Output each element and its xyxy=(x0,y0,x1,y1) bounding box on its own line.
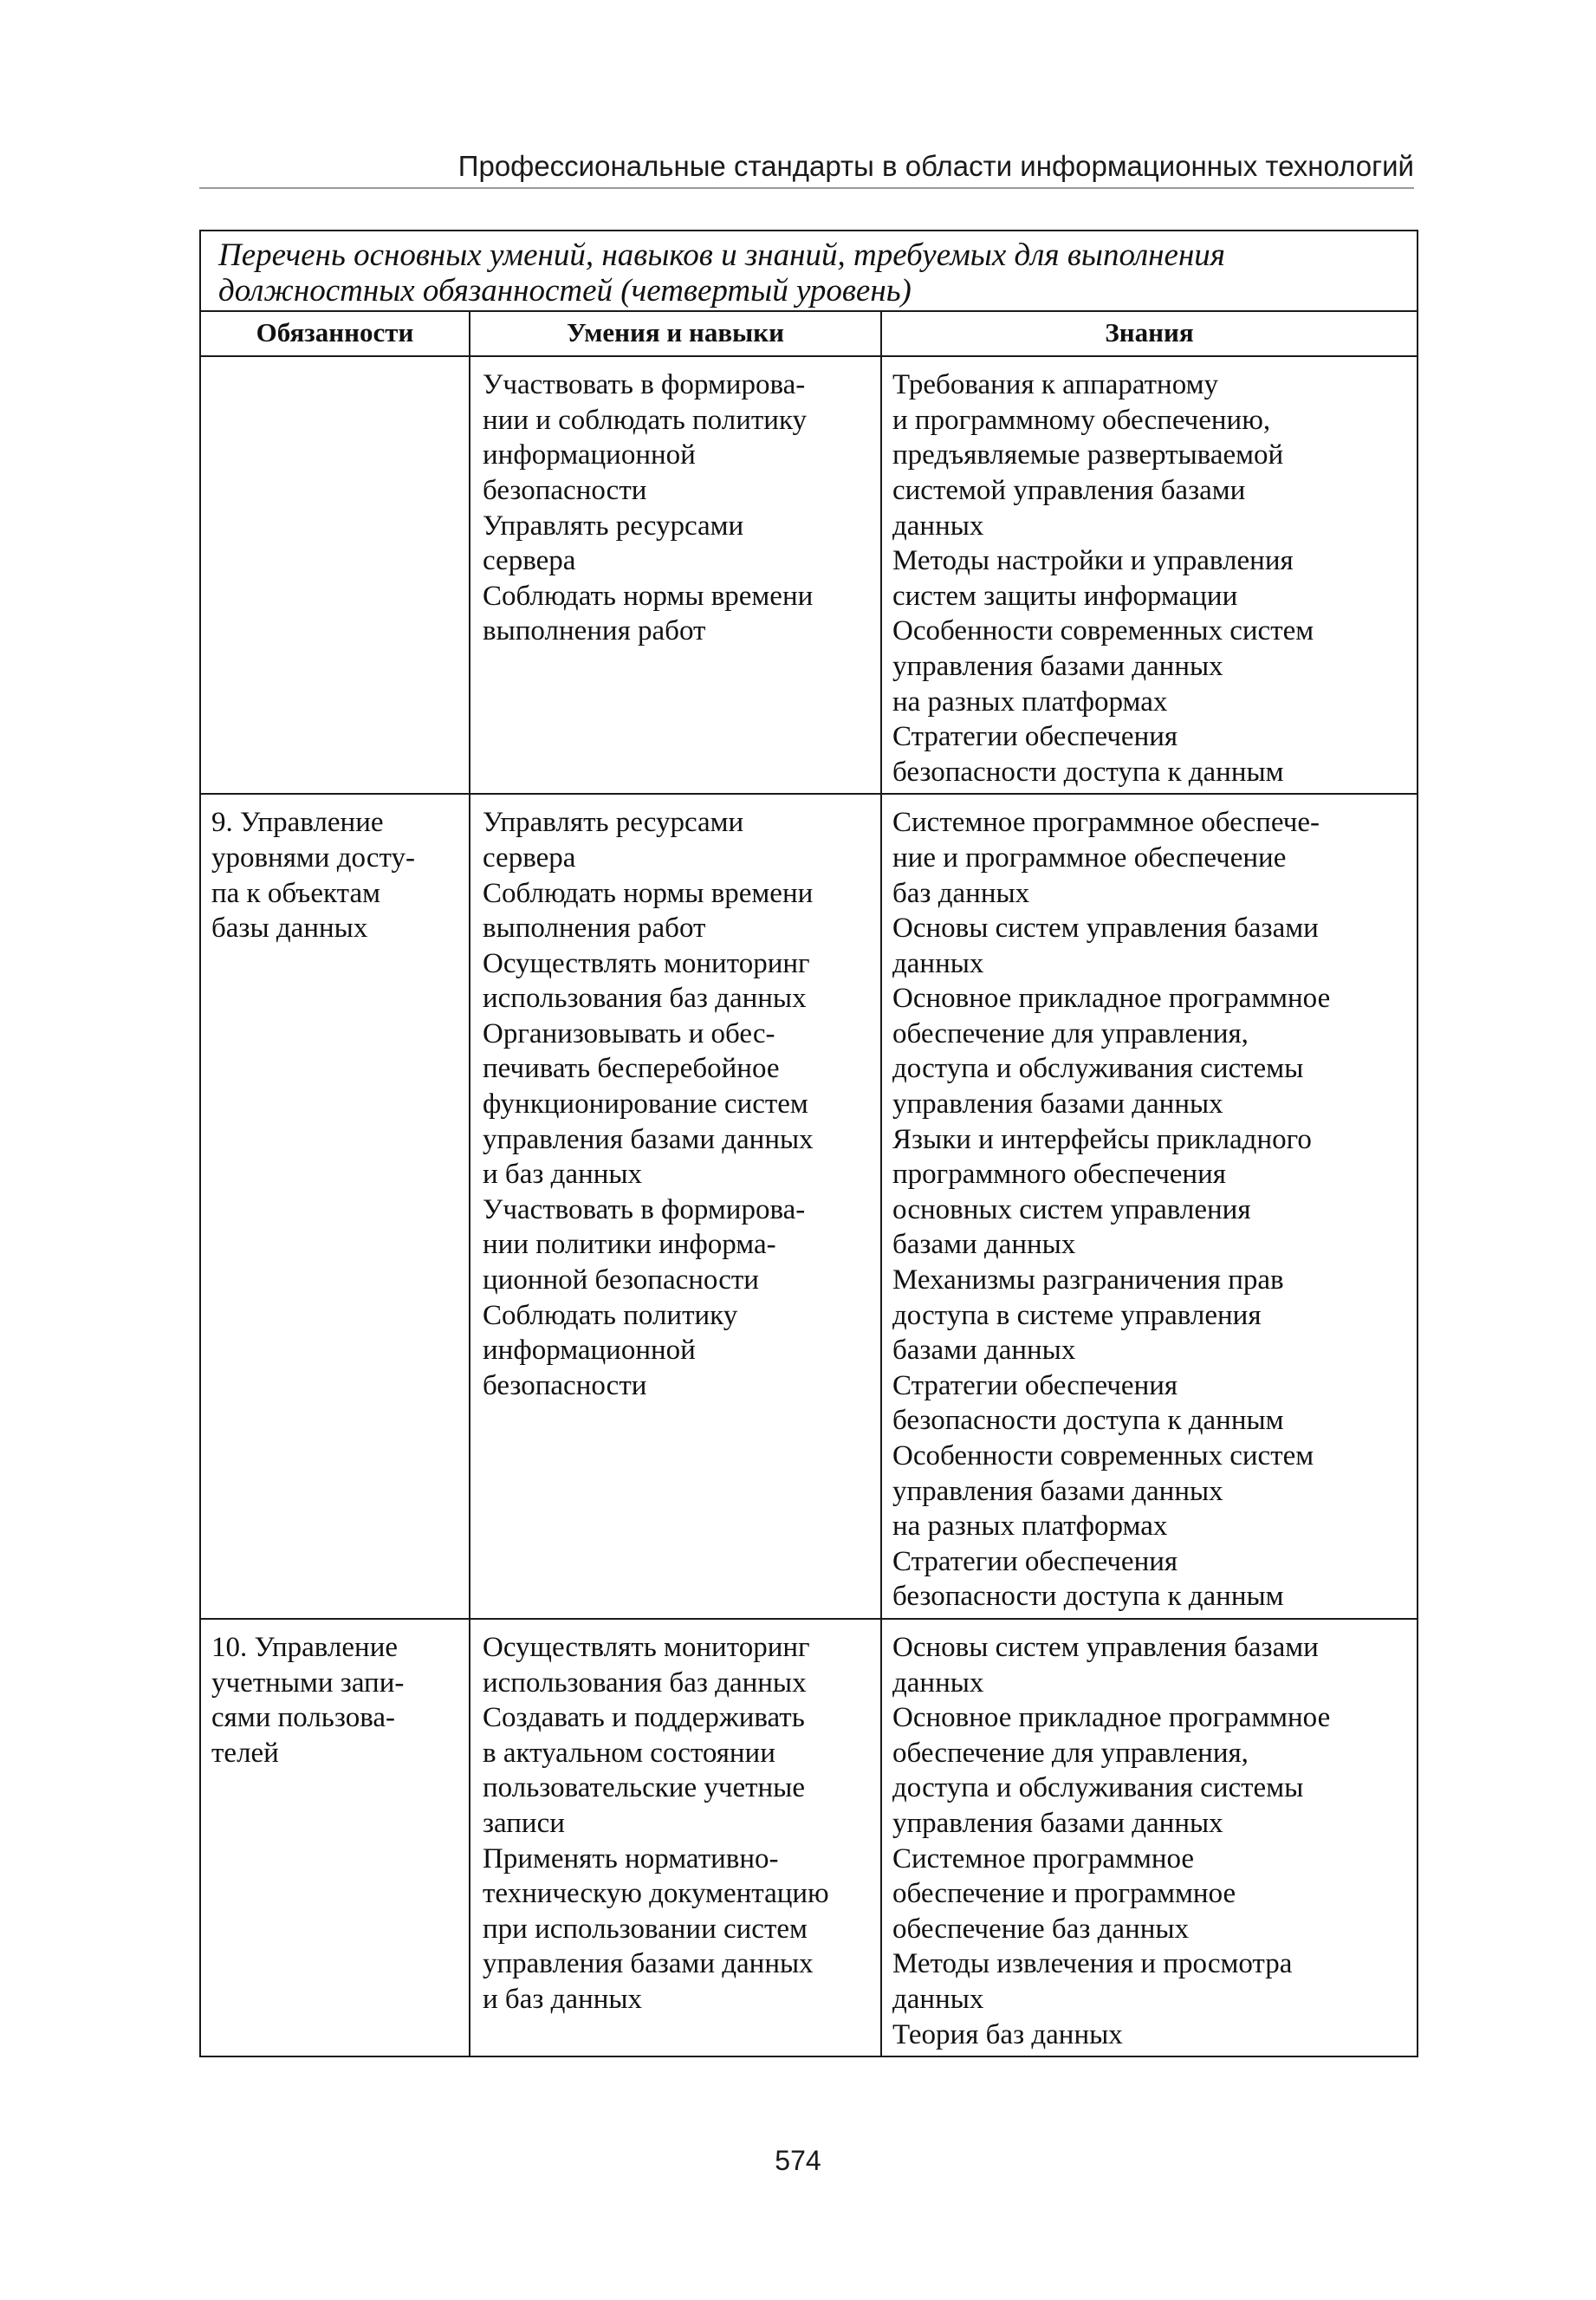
knowledge-line: Основы систем управления базами xyxy=(892,1631,1319,1663)
knowledge-line: управления базами данных xyxy=(892,650,1223,682)
skill-line: Осуществлять мониторинг xyxy=(483,947,810,979)
skill-line: при использовании систем xyxy=(483,1913,808,1945)
knowledge-line: обеспечение для управления, xyxy=(892,1017,1249,1049)
knowledge-line: данных xyxy=(892,947,984,979)
knowledge-line: Системное программное xyxy=(892,1842,1195,1874)
knowledge-cell xyxy=(881,1619,1418,2056)
duty-line: телей xyxy=(211,1737,279,1769)
knowledge-cell xyxy=(881,356,1418,794)
competency-table xyxy=(199,230,1418,2057)
knowledge-line: безопасности доступа к данным xyxy=(892,756,1284,788)
knowledge-line: Системное программное обеспече- xyxy=(892,807,1320,839)
skill-line: и баз данных xyxy=(483,1159,643,1191)
knowledge-cell xyxy=(881,794,1418,1619)
knowledge-line: Теория баз данных xyxy=(892,2018,1123,2050)
skill-line: сервера xyxy=(483,545,576,577)
table-body xyxy=(200,356,1418,2056)
skill-line: информационной xyxy=(483,439,696,471)
table-row xyxy=(200,1619,1418,2056)
knowledge-line: Стратегии обеспечения xyxy=(892,721,1178,753)
knowledge-line: Особенности современных систем xyxy=(892,1440,1314,1472)
skill-line: в актуальном состоянии xyxy=(483,1737,775,1769)
skill-line: использования баз данных xyxy=(483,983,807,1015)
knowledge-line: доступа в системе управления xyxy=(892,1299,1262,1331)
knowledge-line: Особенности современных систем xyxy=(892,615,1314,647)
column-header-skills: Умения и навыки xyxy=(470,311,881,356)
knowledge-line: и программному обеспечению, xyxy=(892,404,1271,436)
skill-line: использования баз данных xyxy=(483,1667,807,1699)
page-number: 574 xyxy=(775,2145,821,2176)
skill-line: Осуществлять мониторинг xyxy=(483,1631,810,1663)
knowledge-line: Языки и интерфейсы прикладного xyxy=(892,1123,1312,1155)
knowledge-line: Стратегии обеспечения xyxy=(892,1545,1178,1577)
skill-line: Создавать и поддерживать xyxy=(483,1702,805,1734)
knowledge-line: базами данных xyxy=(892,1229,1076,1261)
duty-cell xyxy=(200,356,470,794)
skills-cell xyxy=(470,356,881,794)
column-header-knowledge: Знания xyxy=(881,311,1418,356)
skills-cell xyxy=(470,1619,881,2056)
knowledge-line: безопасности доступа к данным xyxy=(892,1581,1284,1613)
duty-line: учетными запи- xyxy=(211,1667,405,1699)
knowledge-line: Основы систем управления базами xyxy=(892,913,1319,945)
skill-line: печивать бесперебойное xyxy=(483,1053,780,1085)
knowledge-line: данных xyxy=(892,1983,984,2015)
skill-line: безопасности xyxy=(483,474,647,506)
knowledge-line: базами данных xyxy=(892,1335,1076,1367)
duty-cell xyxy=(200,1619,470,2056)
running-head: Профессиональные стандарты в области информационных технологий xyxy=(457,150,1414,182)
knowledge-line: на разных платформах xyxy=(892,1511,1168,1543)
table-caption-row xyxy=(200,231,1418,311)
knowledge-line: Механизмы разграничения прав xyxy=(892,1264,1284,1296)
skill-line: информационной xyxy=(483,1335,696,1367)
duty-line: сями пользова- xyxy=(211,1702,395,1734)
duty-line: 9. Управление xyxy=(211,807,384,839)
knowledge-line: Методы настройки и управления xyxy=(892,545,1294,577)
duty-line: уровнями досту- xyxy=(211,841,415,874)
duty-line: базы данных xyxy=(211,913,368,945)
skill-line: безопасности xyxy=(483,1369,647,1401)
skill-line: пользовательские учетные xyxy=(483,1772,805,1804)
duty-line: 10. Управление xyxy=(211,1631,398,1663)
skill-line: Организовывать и обес- xyxy=(483,1017,775,1049)
knowledge-line: управления базами данных xyxy=(892,1088,1223,1121)
knowledge-line: системой управления базами xyxy=(892,474,1246,506)
skill-line: нии политики информа- xyxy=(483,1229,776,1261)
knowledge-line: обеспечение баз данных xyxy=(892,1913,1190,1945)
knowledge-line: Требования к аппаратному xyxy=(892,369,1218,401)
knowledge-line: безопасности доступа к данным xyxy=(892,1405,1284,1437)
knowledge-line: ние и программное обеспечение xyxy=(892,841,1287,874)
knowledge-line: Основное прикладное программное xyxy=(892,1702,1331,1734)
knowledge-line: основных систем управления xyxy=(892,1193,1251,1225)
knowledge-line: обеспечение и программное xyxy=(892,1878,1236,1910)
knowledge-line: Методы извлечения и просмотра xyxy=(892,1948,1293,1980)
duty-line: па к объектам xyxy=(211,877,380,909)
skill-line: выполнения работ xyxy=(483,615,706,647)
knowledge-line: Основное прикладное программное xyxy=(892,983,1331,1015)
knowledge-line: данных xyxy=(892,510,984,542)
knowledge-line: баз данных xyxy=(892,877,1030,909)
skill-line: Управлять ресурсами xyxy=(483,807,744,839)
caption-line: Перечень основных умений, навыков и знаний, требуемых для выполнения xyxy=(218,237,1225,273)
skill-line: Управлять ресурсами xyxy=(483,510,744,542)
skill-line: Соблюдать нормы времени xyxy=(483,877,814,909)
knowledge-line: доступа и обслуживания системы xyxy=(892,1053,1304,1085)
duty-cell xyxy=(200,794,470,1619)
knowledge-line: программного обеспечения xyxy=(892,1159,1226,1191)
skill-line: нии и соблюдать политику xyxy=(483,404,808,436)
skill-line: Участвовать в формирова- xyxy=(483,1193,806,1225)
skill-line: выполнения работ xyxy=(483,913,706,945)
skill-line: управления базами данных xyxy=(483,1948,814,1980)
skill-line: функционирование систем xyxy=(483,1088,808,1121)
knowledge-line: доступа и обслуживания системы xyxy=(892,1772,1304,1804)
skill-line: Применять нормативно- xyxy=(483,1842,779,1874)
knowledge-line: на разных платформах xyxy=(892,685,1168,718)
skill-line: и баз данных xyxy=(483,1983,643,2015)
skills-cell xyxy=(470,794,881,1619)
knowledge-line: предъявляемые развертываемой xyxy=(892,439,1284,471)
skill-line: Участвовать в формирова- xyxy=(483,369,806,401)
skill-line: техническую документацию xyxy=(483,1878,829,1910)
knowledge-line: управления базами данных xyxy=(892,1807,1223,1839)
knowledge-line: обеспечение для управления, xyxy=(892,1737,1249,1769)
skill-line: Соблюдать политику xyxy=(483,1299,738,1331)
table-caption xyxy=(200,231,1418,311)
knowledge-line: систем защиты информации xyxy=(892,580,1238,612)
column-header-duties: Обязанности xyxy=(200,311,470,356)
table-row xyxy=(200,794,1418,1619)
table-header-row xyxy=(200,311,1418,356)
knowledge-line: данных xyxy=(892,1667,984,1699)
skill-line: записи xyxy=(483,1807,565,1839)
caption-line: должностных обязанностей (четвертый уровень) xyxy=(218,272,912,309)
skill-line: управления базами данных xyxy=(483,1123,814,1155)
knowledge-line: управления базами данных xyxy=(892,1475,1223,1507)
table-row xyxy=(200,356,1418,794)
skill-line: ционной безопасности xyxy=(483,1264,759,1296)
knowledge-line: Стратегии обеспечения xyxy=(892,1369,1178,1401)
header-divider xyxy=(199,187,1414,189)
skill-line: Соблюдать нормы времени xyxy=(483,580,814,612)
skill-line: сервера xyxy=(483,841,576,874)
